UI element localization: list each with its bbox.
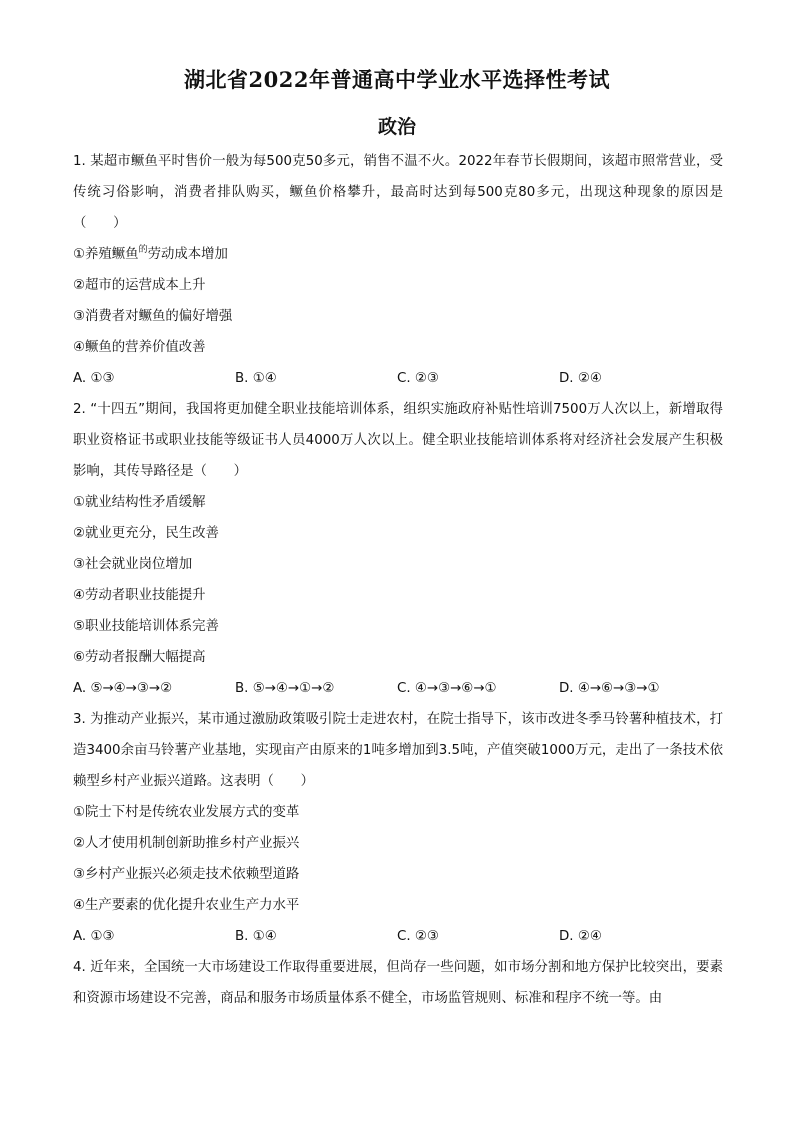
question-2-option-1: ①就业结构性矛盾缓解 — [73, 495, 206, 510]
question-3-choice-a: A. ①③ — [73, 929, 115, 944]
question-3-option-2: ②人才使用机制创新助推乡村产业振兴 — [73, 836, 300, 851]
question-2-stem: 2. “十四五”期间，我国将更加健全职业技能培训体系，组织实施政府补贴性培训7500万人次以上，新增取得职业资格证书或职业技能等级证书人员4000万人次以上。健全职业技能培训体系将对经济社会发展产生积极影响，其传导路径是（ ） — [73, 402, 723, 479]
question-1-choice-d: D. ②④ — [559, 371, 602, 386]
question-3-option-3: ③乡村产业振兴必须走技术依赖型道路 — [73, 867, 300, 882]
question-1-choice-b: B. ①④ — [235, 371, 277, 386]
question-1-option-2: ②超市的运营成本上升 — [73, 278, 206, 293]
question-1-option-4: ④鳜鱼的营养价值改善 — [73, 340, 206, 355]
question-2-choice-b: B. ⑤→④→①→② — [235, 681, 335, 696]
question-1-stem: 1. 某超市鳜鱼平时售价一般为每500克50多元，销售不温不火。2022年春节长假期间，该超市照常营业，受传统习俗影响，消费者排队购买，鳜鱼价格攀升，最高时达到每500克80多元，出现这种现象的原因是（ ） — [73, 154, 723, 231]
question-2-option-4: ④劳动者职业技能提升 — [73, 588, 206, 603]
question-3-choices — [73, 921, 723, 952]
question-3-choice-b: B. ①④ — [235, 929, 277, 944]
question-3-stem: 3. 为推动产业振兴，某市通过激励政策吸引院士走进农村，在院士指导下，该市改进冬季马铃薯种植技术，打造3400余亩马铃薯产业基地，实现亩产由原来的1吨多增加到3.5吨，产值突破1000万元，走出了一条技术依赖型乡村产业振兴道路。这表明（ ） — [73, 712, 723, 789]
question-2-option-3: ③社会就业岗位增加 — [73, 557, 193, 572]
question-2-choice-d: D. ④→⑥→③→① — [559, 681, 660, 696]
question-3-choice-d: D. ②④ — [559, 929, 602, 944]
question-3-choice-c: C. ②③ — [397, 929, 439, 944]
question-2-option-2: ②就业更充分，民生改善 — [73, 526, 219, 541]
question-2-choice-a: A. ⑤→④→③→② — [73, 681, 173, 696]
question-1-choice-a: A. ①③ — [73, 371, 115, 386]
question-2-option-6: ⑥劳动者报酬大幅提高 — [73, 650, 206, 665]
question-2-choice-c: C. ④→③→⑥→① — [397, 681, 497, 696]
question-4-stem: 4. 近年来，全国统一大市场建设工作取得重要进展，但尚存一些问题，如市场分割和地方保护比较突出，要素和资源市场建设不完善，商品和服务市场质量体系不健全，市场监管规则、标准和程序不统一等。由 — [73, 960, 723, 1006]
question-3-option-1: ①院士下村是传统农业发展方式的变革 — [73, 805, 300, 820]
question-1-choices — [73, 363, 723, 394]
question-3-option-4: ④生产要素的优化提升农业生产力水平 — [73, 898, 300, 913]
question-1-choice-c: C. ②③ — [397, 371, 439, 386]
question-1-option-1: ①养殖鳜鱼$^的$劳动成本增加 — [73, 245, 228, 262]
question-2-option-5: ⑤职业技能培训体系完善 — [73, 619, 219, 634]
question-list — [73, 146, 723, 1014]
exam-subject: 政治 — [377, 116, 416, 138]
question-1-option-1-superscript: 的 — [138, 245, 148, 255]
question-1-option-3: ③消费者对鳜鱼的偏好增强 — [73, 309, 233, 324]
exam-title: 湖北省2022年普通高中学业水平选择性考试 — [184, 67, 610, 92]
question-2-choices — [73, 673, 723, 704]
